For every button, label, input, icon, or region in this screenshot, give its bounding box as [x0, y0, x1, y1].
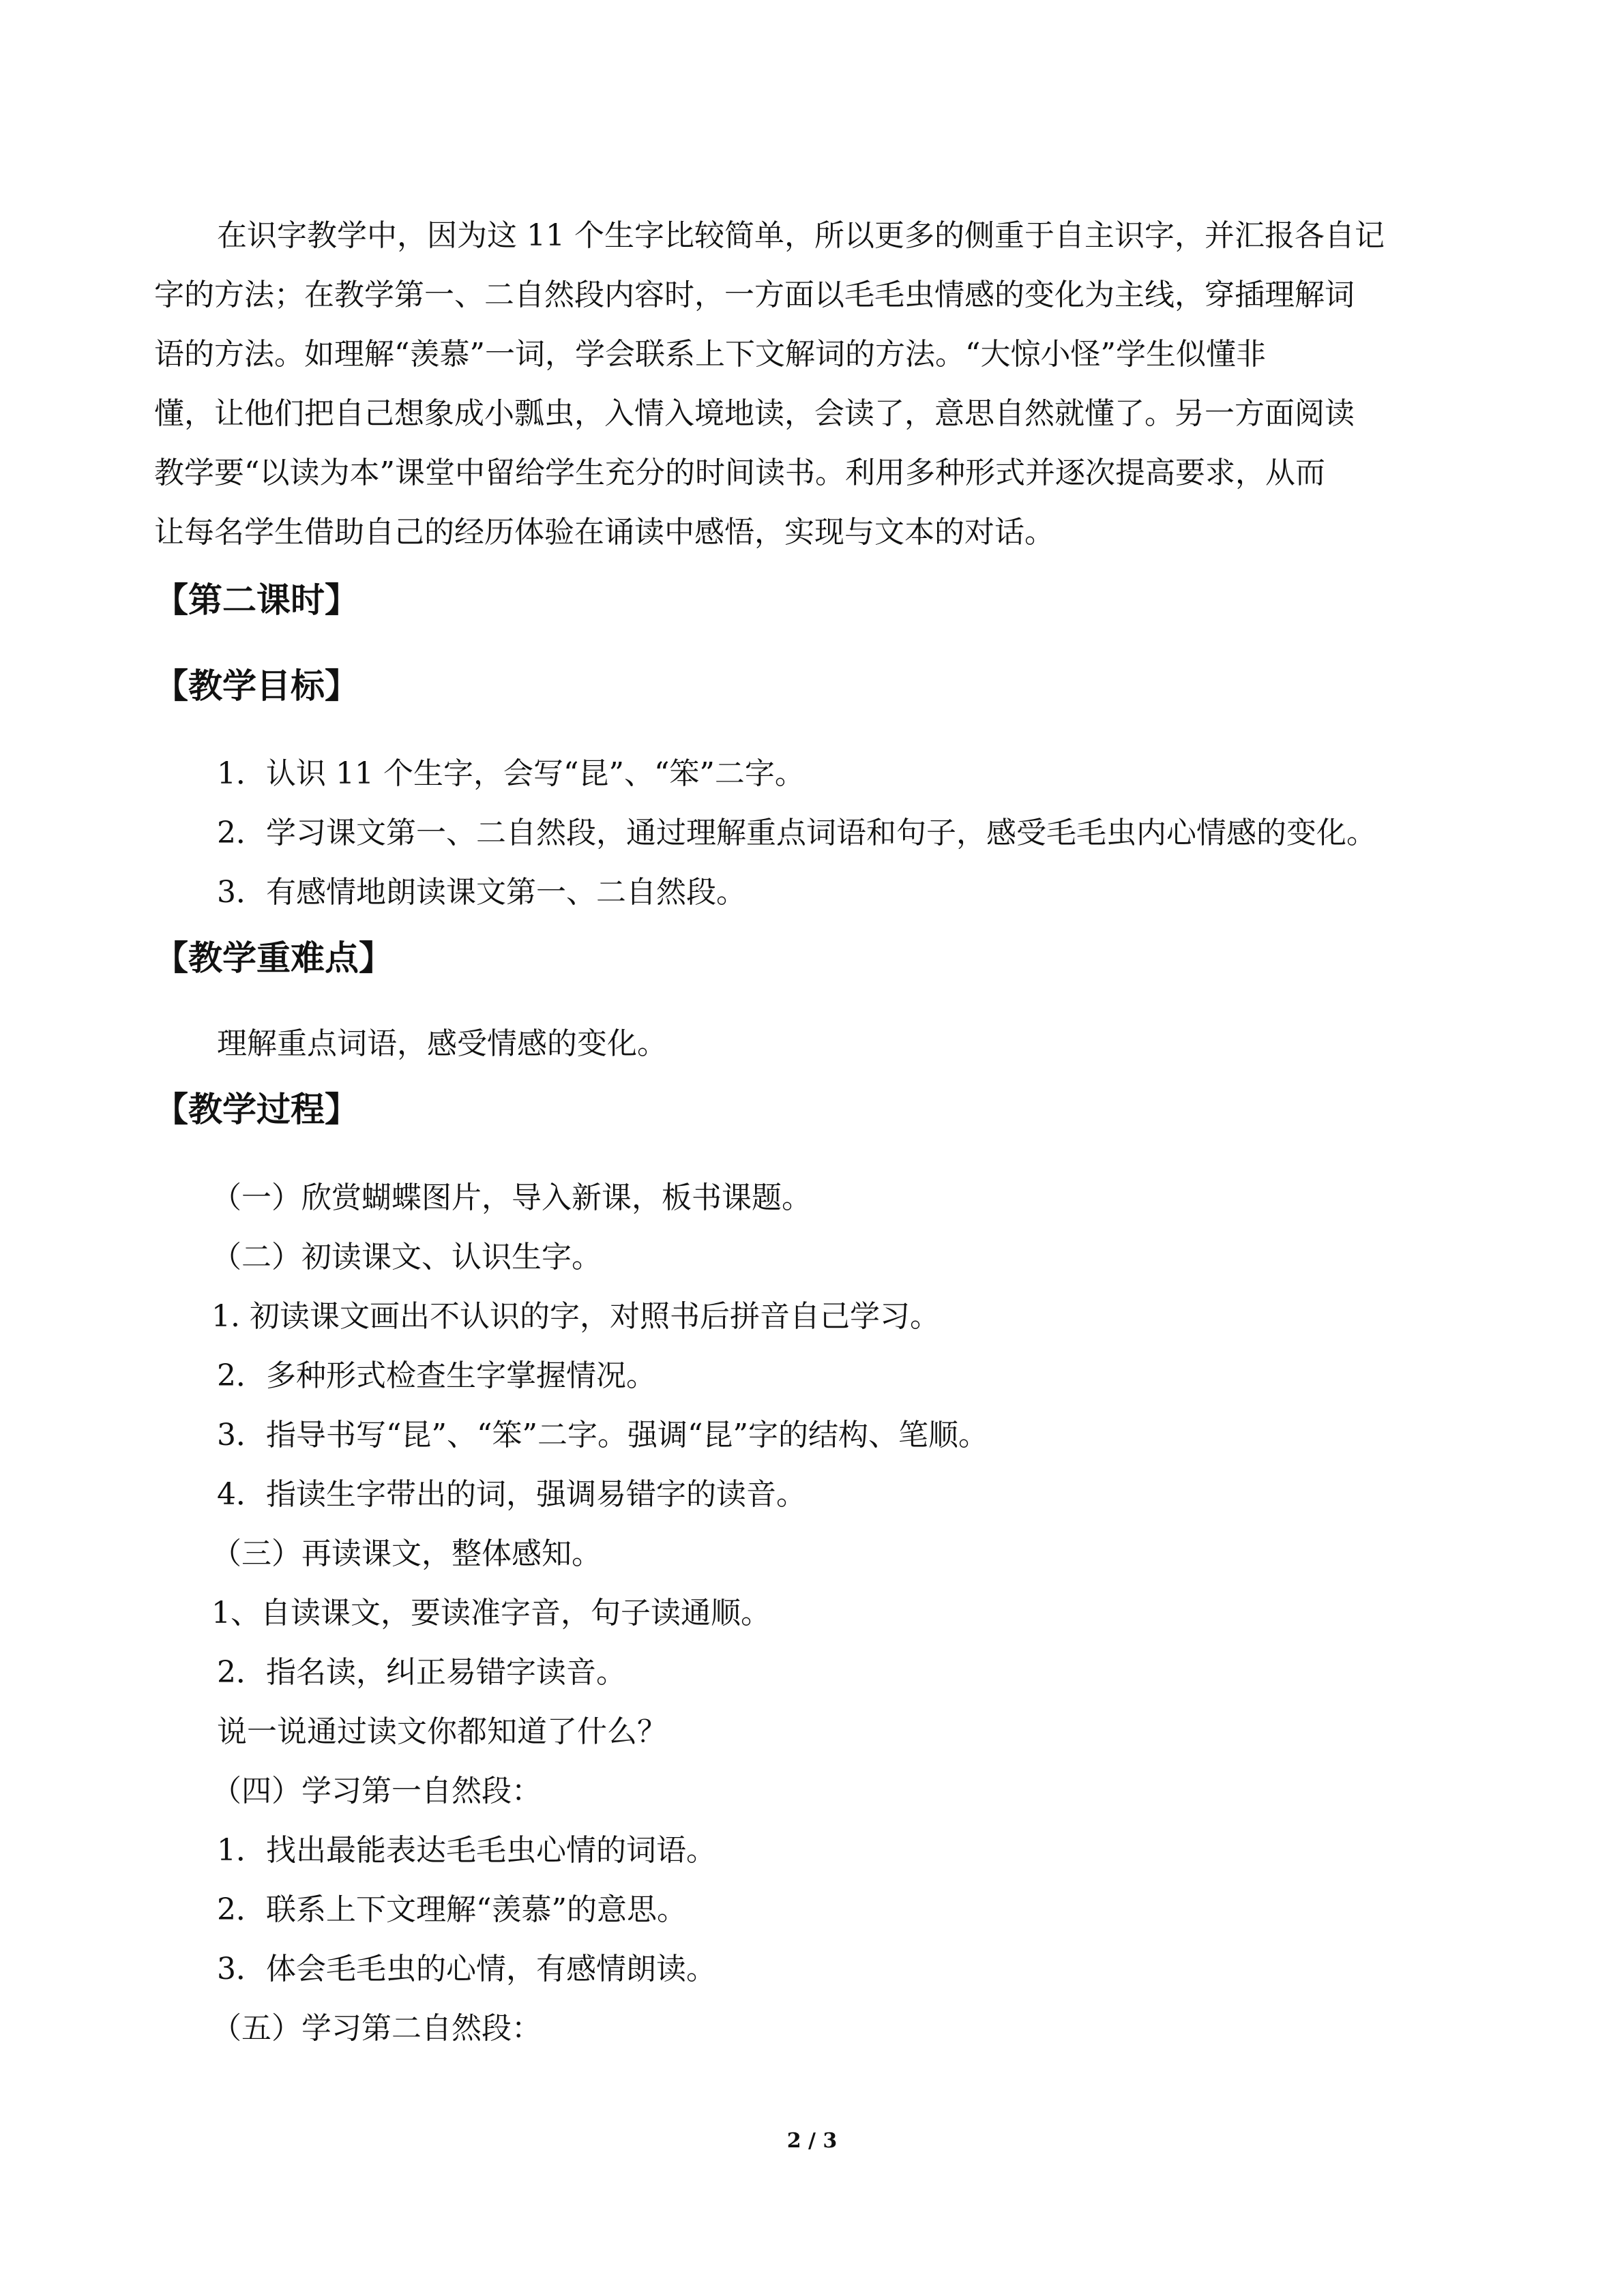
- section-heading-goals: 【教学目标】: [154, 666, 359, 706]
- intro-line: 让每名学生借助自己的经历体验在诵读中感悟，实现与文本的对话。: [154, 515, 1054, 550]
- intro-line: 懂，让他们把自己想象成小瓢虫，入情入境地读，会读了，意思自然就懂了。另一方面阅读: [154, 396, 1355, 431]
- process-line: 4．指读生字带出的词，强调易错字的读音。: [217, 1477, 806, 1512]
- process-line: 3．指导书写“昆”、“笨”二字。强调“昆”字的结构、笔顺。: [217, 1418, 988, 1452]
- process-line: 1. 初读课文画出不认识的字，对照书后拼音自己学习。: [211, 1299, 940, 1334]
- intro-line: 在识字教学中，因为这 11 个生字比较简单，所以更多的侧重于自主识字，并汇报各自记: [217, 218, 1385, 253]
- process-line: 3．体会毛毛虫的心情，有感情朗读。: [217, 1952, 716, 1986]
- process-line: 说一说通过读文你都知道了什么？: [217, 1714, 667, 1749]
- section-heading-lesson2: 【第二课时】: [154, 580, 359, 620]
- goal-item: 3．有感情地朗读课文第一、二自然段。: [217, 875, 746, 910]
- process-line: （一）欣赏蝴蝶图片，导入新课，板书课题。: [211, 1180, 812, 1215]
- process-line: 2．联系上下文理解“羡慕”的意思。: [217, 1892, 687, 1927]
- section-heading-process: 【教学过程】: [154, 1090, 359, 1129]
- process-line: （三）再读课文，整体感知。: [211, 1536, 602, 1571]
- process-line: 1、自读课文，要读准字音，句子读通顺。: [211, 1596, 771, 1630]
- page-number: 2 / 3: [786, 2129, 838, 2153]
- process-line: （二）初读课文、认识生字。: [211, 1240, 602, 1274]
- process-line: 2．多种形式检查生字掌握情况。: [217, 1358, 656, 1393]
- process-line: （五）学习第二自然段：: [211, 2011, 542, 2046]
- process-line: 1．找出最能表达毛毛虫心情的词语。: [217, 1833, 716, 1868]
- intro-line: 字的方法；在教学第一、二自然段内容时，一方面以毛毛虫情感的变化为主线，穿插理解词: [154, 278, 1355, 312]
- key-points-text: 理解重点词语，感受情感的变化。: [217, 1026, 667, 1061]
- process-line: 2．指名读，纠正易错字读音。: [217, 1655, 626, 1690]
- goal-item: 1．认识 11 个生字，会写“昆”、“笨”二字。: [217, 756, 805, 791]
- intro-line: 教学要“以读为本”课堂中留给学生充分的时间读书。利用多种形式并逐次提高要求，从而: [154, 456, 1325, 490]
- section-heading-key-points: 【教学重难点】: [154, 938, 393, 978]
- goal-item: 2．学习课文第一、二自然段，通过理解重点词语和句子，感受毛毛虫内心情感的变化。: [217, 816, 1376, 850]
- intro-line: 语的方法。如理解“羡慕”一词，学会联系上下文解词的方法。“大惊小怪”学生似懂非: [154, 337, 1266, 372]
- process-line: （四）学习第一自然段：: [211, 1774, 542, 1808]
